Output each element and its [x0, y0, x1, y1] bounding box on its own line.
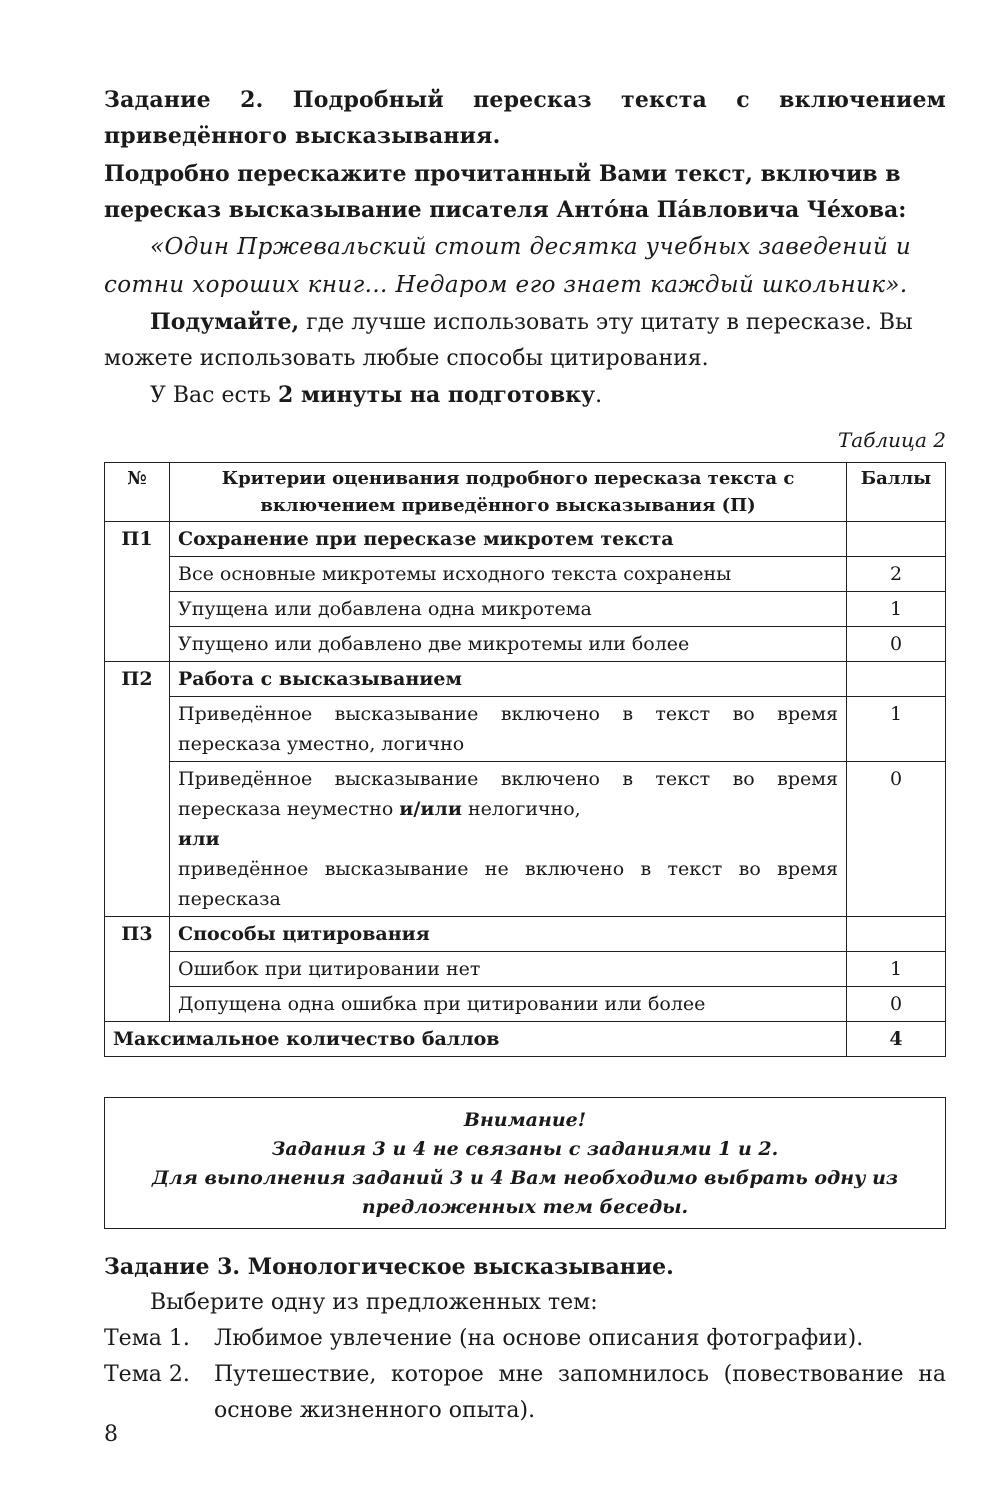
criterion-text: Ошибок при цитировании нет — [170, 952, 847, 987]
criterion-text: Допущена одна ошибка при цитировании или более — [170, 987, 847, 1022]
points-cell — [847, 917, 946, 952]
prep-end: . — [595, 383, 603, 408]
table-row — [105, 987, 946, 1022]
header-points: Баллы — [847, 463, 946, 522]
think-rest: где лучше использовать эту цитату в пересказе. Вы можете использовать любые способы цитирования. — [104, 310, 913, 371]
topic-text: Путешествие, которое мне запомнилось (повествование на основе жизненного опыта). — [214, 1362, 946, 1423]
header-criteria: Критерии оценивания подробного пересказа текста с включением приведённого высказывания (П) — [170, 463, 847, 522]
prep-plain: У Вас есть — [150, 383, 278, 408]
task2-instruction: Подробно перескажите прочитанный Вами текст, включив в пересказ высказывание писателя Антóна Пáвловича Чéхова: — [104, 161, 907, 223]
group-id: П1 — [105, 522, 170, 662]
notice-heading: Внимание! — [463, 1109, 587, 1131]
points-cell: 2 — [847, 557, 946, 592]
points-cell — [847, 662, 946, 697]
notice-line: Для выполнения заданий 3 и 4 Вам необходимо выбрать одну из предложенных тем беседы. — [151, 1167, 899, 1218]
topic-label: Тема 2. — [104, 1362, 190, 1387]
points-cell — [847, 522, 946, 557]
criterion-part: Приведённое высказывание включено в текст во время пересказа неуместно — [178, 768, 838, 820]
table-row — [105, 592, 946, 627]
total-points: 4 — [847, 1022, 946, 1057]
criterion-text: Приведённое высказывание включено в текст во время пересказа уместно, логично — [170, 697, 847, 762]
notice-line: Задания 3 и 4 не связаны с заданиями 1 и 2. — [271, 1138, 779, 1160]
points-cell: 1 — [847, 697, 946, 762]
header-num: № — [105, 463, 170, 522]
table-caption: Таблица 2 — [837, 428, 946, 452]
total-row — [105, 1022, 946, 1057]
criterion-text: Упущено или добавлено две микротемы или более — [170, 627, 847, 662]
think-bold: Подумайте, — [150, 309, 300, 335]
table-row — [105, 917, 946, 952]
prep-bold: 2 минуты на подготовку — [277, 382, 596, 408]
prep-paragraph — [104, 377, 946, 414]
criterion-text-complex — [170, 762, 847, 917]
chekhov-quote: «Один Пржевальский стоит десятка учебных заведений и сотни хороших книг... Недаром его знает каждый школьник». — [104, 234, 912, 298]
criterion-and-or: и/или — [399, 798, 462, 820]
topic-item — [104, 1321, 946, 1357]
group-title: Сохранение при пересказе микротем текста — [170, 522, 847, 557]
topic-label: Тема 1. — [104, 1326, 190, 1351]
criterion-text: Упущена или добавлена одна микротема — [170, 592, 847, 627]
criteria-table — [104, 462, 946, 1057]
task3-title: Задание 3. Монологическое высказывание. — [104, 1254, 674, 1280]
table-row — [105, 952, 946, 987]
criterion-part: нелогично, — [461, 798, 581, 820]
attention-box — [104, 1097, 946, 1229]
think-paragraph — [104, 304, 946, 377]
table-row — [105, 627, 946, 662]
points-cell: 0 — [847, 762, 946, 917]
table-row — [105, 697, 946, 762]
task2-title: Задание 2. Подробный пересказ текста с включением приведённого высказывания. — [104, 87, 946, 149]
group-title: Способы цитирования — [170, 917, 847, 952]
topic-item — [104, 1357, 946, 1429]
topic-text: Любимое увлечение (на основе описания фотографии). — [214, 1326, 864, 1351]
page-number: 8 — [104, 1422, 118, 1447]
table-row — [105, 762, 946, 917]
task3-intro: Выберите одну из предложенных тем: — [150, 1290, 598, 1315]
points-cell: 1 — [847, 592, 946, 627]
criterion-part: приведённое высказывание не включено в текст во время пересказа — [178, 858, 838, 910]
criterion-text: Все основные микротемы исходного текста сохранены — [170, 557, 847, 592]
criterion-or: или — [178, 828, 220, 850]
group-id: П2 — [105, 662, 170, 917]
points-cell: 1 — [847, 952, 946, 987]
table-row — [105, 557, 946, 592]
table-row — [105, 662, 946, 697]
points-cell: 0 — [847, 627, 946, 662]
total-label: Максимальное количество баллов — [105, 1022, 847, 1057]
page-content — [104, 82, 946, 1429]
points-cell: 0 — [847, 987, 946, 1022]
table-row — [105, 522, 946, 557]
group-id: П3 — [105, 917, 170, 1022]
table-header-row — [105, 463, 946, 522]
group-title: Работа с высказыванием — [170, 662, 847, 697]
